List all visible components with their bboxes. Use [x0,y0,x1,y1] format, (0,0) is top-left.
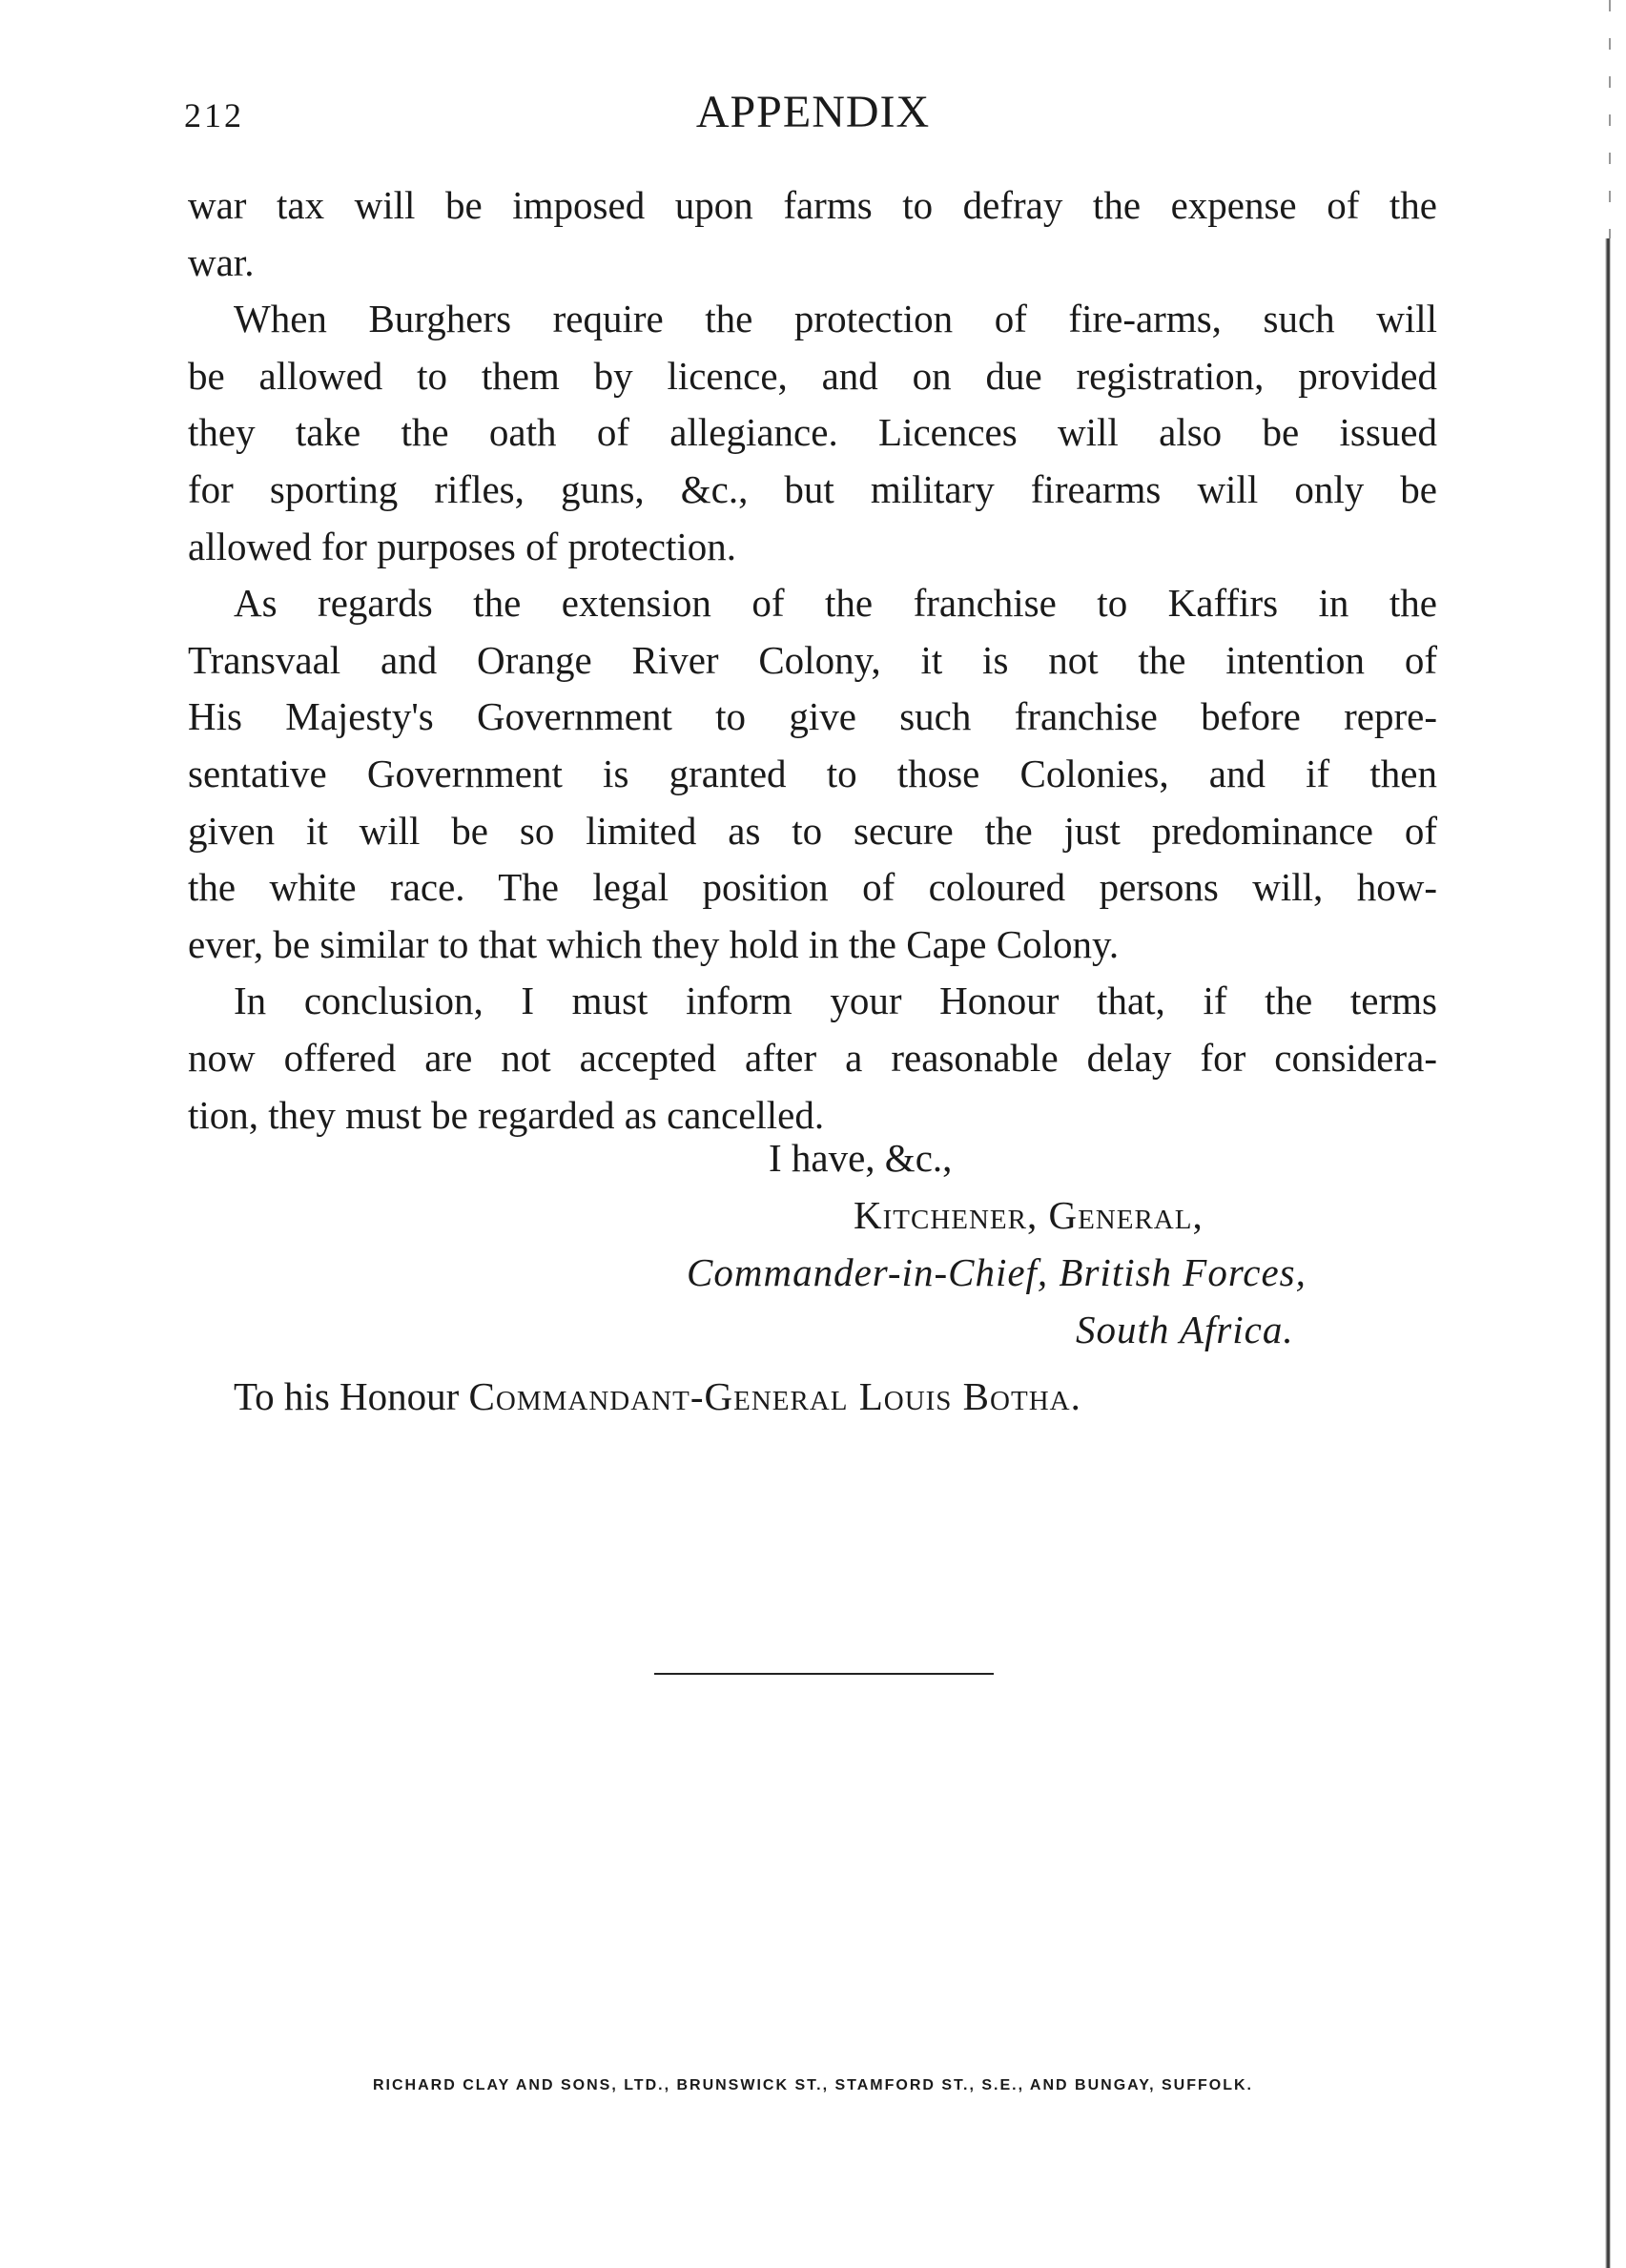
signature-title: Commander-in-Chief, British Forces, [687,1250,1307,1294]
body-line: war tax will be imposed upon farms to defray the expense of the [188,183,1437,227]
body-line: sentative Government is granted to those Colonies, and if then [188,751,1437,795]
body-line: for sporting rifles, guns, &c., but military firearms will only be [188,466,1437,511]
page-edge-shadow [1605,238,1611,2268]
body-text [188,177,1437,1144]
addressee-prefix: To his Honour [234,1374,469,1418]
body-line: Transvaal and Orange River Colony, it is not the intention of [188,637,1437,682]
body-line: be allowed to them by licence, and on due registration, provided [188,353,1437,398]
body-line: the white race. The legal position of coloured persons will, how- [188,865,1437,910]
body-line: In conclusion, I must inform your Honour that, if the terms [234,979,1437,1023]
signature-closing: I have, &c., [769,1136,953,1180]
body-line: As regards the extension of the franchise to Kaffirs in the [234,581,1437,626]
body-line: His Majesty's Government to give such franchise before repre- [188,694,1437,739]
printer-imprint: RICHARD CLAY AND SONS, LTD., BRUNSWICK ST., STAMFORD ST., S.E., AND BUNGAY, SUFFOLK. [373,2077,1253,2093]
page-number: 212 [184,96,244,134]
body-line: given it will be so limited as to secure the just predominance of [188,808,1437,853]
body-line: they take the oath of allegiance. Licences will also be issued [188,410,1437,455]
running-head: APPENDIX [695,87,931,137]
body-line: tion, they must be regarded as cancelled. [188,1092,825,1137]
body-line: war. [188,239,255,284]
body-line: allowed for purposes of protection. [188,524,736,568]
signature-name: Kitchener, General, [854,1193,1204,1237]
addressee-name: Commandant-General Louis Botha. [468,1374,1081,1418]
addressee [234,1373,1081,1419]
end-rule [654,1673,994,1675]
body-line: now offered are not accepted after a reasonable delay for considera- [188,1035,1437,1080]
body-line: ever, be similar to that which they hold in the Cape Colony. [188,921,1120,966]
body-line: When Burghers require the protection of fire-arms, such will [234,297,1437,341]
signature-place: South Africa. [1076,1308,1294,1351]
